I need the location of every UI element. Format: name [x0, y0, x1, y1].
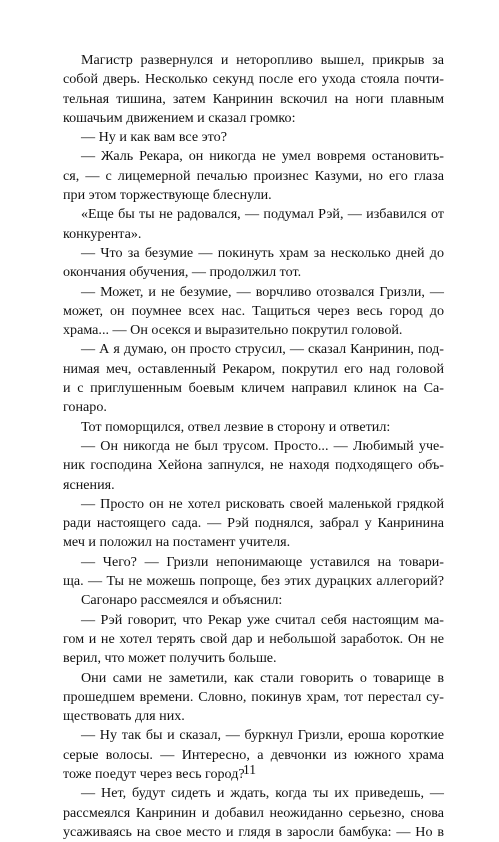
- text-line: — Ну так бы и сказал, — буркнул Гризли, ероша короткие: [81, 727, 444, 744]
- text-line: ся, — с лицемерной печалью произнес Казуми, но его глаза: [63, 167, 444, 184]
- text-line: при этом торжествующе блеснули.: [63, 187, 272, 204]
- text-line: Тот поморщился, отвел лезвие в сторону и ответил:: [81, 418, 391, 435]
- text-line: — Он никогда не был трусом. Просто... — Любимый уче-: [81, 437, 444, 454]
- text-line: прошедшем времени. Словно, покинув храм, тот перестал су-: [63, 688, 444, 705]
- text-line: — Рэй говорит, что Рекар уже считал себя настоящим ма-: [81, 611, 444, 628]
- text-line: окончания обучения, — продолжил тот.: [63, 264, 302, 281]
- text-line: серые волосы. — Интересно, а девчонки из южного храма: [63, 746, 444, 763]
- text-line: — А я думаю, он просто струсил, — сказал Канринин, под-: [81, 341, 444, 358]
- text-line: — Может, и не безумие, — ворчливо отозвался Гризли, —: [81, 283, 444, 300]
- text-line: ществовать для них.: [63, 708, 185, 725]
- text-line: верил, что может получить больше.: [63, 650, 277, 667]
- text-line: ща. — Ты не можешь попроще, без этих дурацких аллегорий?: [63, 573, 444, 590]
- text-line: — Ну и как вам все это?: [81, 129, 227, 146]
- text-line: гом и не хотел терять свой дар и небольшой заработок. Он не: [63, 630, 444, 647]
- page-number: 11: [243, 762, 256, 777]
- text-line: — Просто он не хотел рисковать своей маленькой грядкой: [81, 495, 444, 512]
- text-line: ник господина Хейона запнулся, не находя подходящего объ-: [63, 457, 444, 474]
- text-line: конкурента».: [63, 225, 142, 242]
- text-line: нимая меч, оставленный Рекаром, покрутил его над головой: [63, 360, 444, 377]
- text-line: — Жаль Рекара, он никогда не умел вовремя остановить-: [81, 148, 444, 165]
- text-line: может, он поумнее всех нас. Тащиться через весь город до: [63, 302, 444, 319]
- text-line: храма... — Он осекся и выразительно покрутил головой.: [63, 322, 403, 339]
- text-line: и с приглушенным боевым кличем направил клинок на Са-: [63, 380, 444, 397]
- text-line: меч и положил на постамент учителя.: [63, 534, 291, 551]
- text-line: яснения.: [63, 476, 115, 493]
- text-line: Они сами не заметили, как стали говорить о товарище в: [81, 669, 444, 686]
- text-line: собой дверь. Несколько секунд после его ухода стояла почти-: [63, 71, 444, 88]
- text-line: тоже поедут через весь город?: [63, 765, 245, 782]
- text-line: — Чего? — Гризли непонимающе уставился на товари-: [81, 553, 444, 570]
- text-line: гонаро.: [63, 399, 107, 416]
- text-line: кошачьим движением и сказал громко:: [63, 109, 296, 126]
- text-line: Магистр развернулся и неторопливо вышел, прикрыв за: [81, 52, 444, 68]
- text-line: — Что за безумие — покинуть храм за несколько дней до: [81, 244, 444, 261]
- text-line: «Еще бы ты не радовался, — подумал Рэй, — избавился от: [81, 206, 444, 223]
- text-line: ради настоящего сада. — Рэй поднялся, забрал у Канринина: [63, 515, 444, 532]
- text-line: усаживаясь на свое место и глядя в заросли бамбука: — Но в: [63, 823, 444, 840]
- text-line: — Нет, будут сидеть и ждать, когда ты их приведешь, —: [81, 785, 444, 802]
- text-line: Сагонаро рассмеялся и объяснил:: [81, 592, 283, 609]
- text-line: тельная тишина, затем Канринин вскочил на ноги плавным: [63, 90, 444, 107]
- text-line: рассмеялся Канринин и добавил неожиданно серьезно, снова: [63, 804, 444, 821]
- body-text: [63, 51, 444, 842]
